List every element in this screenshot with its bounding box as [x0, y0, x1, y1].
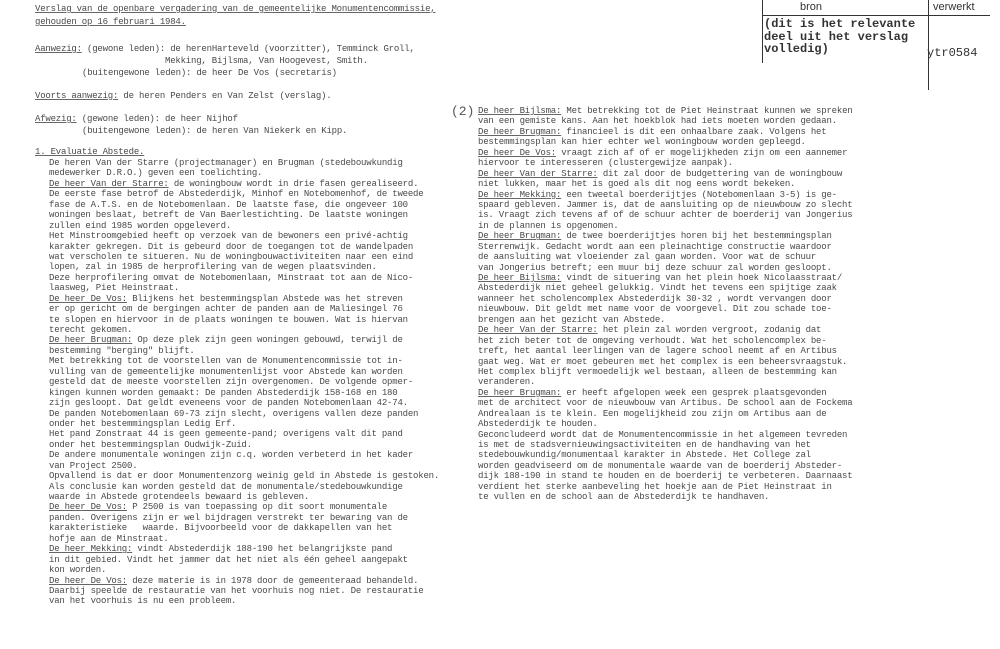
line-text: Sterrenwijk. Gedacht wordt aan een pleinachtige constructie waardoor: [478, 241, 832, 252]
also-label: Voorts aanwezig:: [35, 91, 119, 101]
line-text: vraagt zich af of er mogelijkheden zijn om een aannemer: [556, 147, 848, 158]
text-line: [49, 565, 439, 575]
line-text: financieel is dit een onhaalbare zaak. Volgens het: [561, 126, 827, 137]
text-line: [49, 461, 439, 471]
speaker-name: De heer Mekking:: [49, 544, 133, 555]
text-line: [49, 398, 439, 408]
line-text: niet lukken, maar het is goed als dit nog eens wordt bekeken.: [478, 179, 796, 190]
text-line: [478, 283, 852, 293]
text-line: [478, 190, 852, 200]
text-line: [49, 168, 439, 178]
text-line: [49, 283, 439, 293]
text-line: [478, 210, 852, 220]
line-text: zijn gesloopt. Dat geldt eveneens voor de panden Notebomenlaan 42-74.: [49, 398, 408, 409]
speaker-name: De heer Bijlsma:: [478, 106, 562, 116]
text-line: [478, 242, 852, 252]
text-line: [478, 169, 852, 179]
line-text: veranderen.: [478, 377, 536, 388]
line-text: van Jongerius betreft; een muur bij deze schuur zal worden gesloopt.: [478, 262, 832, 273]
text-line: [478, 231, 852, 241]
line-text: medewerker D.R.O.) geven een toelichting.: [49, 168, 263, 179]
line-text: Geconcludeerd wordt dat de Monumentencommissie in het algemeen tevreden: [478, 429, 848, 440]
text-line: [478, 471, 852, 481]
text-line: [478, 430, 852, 440]
text-line: [49, 367, 439, 377]
line-text: bestemming "berging" blijft.: [49, 345, 195, 356]
line-text: er op gericht om de bergingen achter de panden aan de Maliesingel 76: [49, 304, 403, 315]
text-line: [478, 409, 852, 419]
stamp-header-bron: bron: [800, 1, 823, 13]
page-marker: (2): [451, 104, 475, 119]
also-text: de heren Penders en Van Zelst (verslag).: [118, 91, 332, 101]
line-text: kon worden.: [49, 565, 107, 576]
text-line: [478, 461, 852, 471]
speaker-name: De heer Brugman:: [49, 335, 133, 346]
line-text: nieuwbouw. Dit geldt met name voor de voorgevel. Dit zou schade toe-: [478, 304, 832, 315]
line-text: worden geadviseerd om de monumentale waarde van de boerderij Absteder-: [478, 460, 843, 471]
text-line: [49, 335, 439, 345]
line-text: met de architect voor de nieuwbouw van Artibus. De school aan de Fockema: [478, 398, 853, 409]
text-line: [478, 273, 852, 283]
title-line: Verslag van de openbare vergadering van de gemeentelijke Monumentencommissie,: [35, 4, 436, 14]
line-text: wat verscholen te situeren. Nu de woningbouwactiviteiten naar een eind: [49, 251, 414, 262]
line-text: te slopen en hiervoor in de plaats woningen te bouwen. Wat is hiervan: [49, 314, 408, 325]
line-text: gesteld dat de meeste voorstellen zijn overgenomen. De volgende opmer-: [49, 377, 414, 388]
text-line: [49, 482, 439, 492]
stamp-divider: [928, 0, 929, 90]
text-line: [478, 398, 852, 408]
text-line: [49, 429, 439, 439]
stamp-divider: [762, 15, 990, 16]
line-text: vulling van de gemeentelijke monumentenlijst voor Abstede kan worden: [49, 366, 403, 377]
line-text: De heren Van der Starre (projectmanager) en Brugman (stedebouwkundig: [49, 158, 403, 168]
text-line: [478, 106, 852, 116]
text-line: [478, 346, 852, 356]
text-line: [49, 189, 439, 199]
text-line: [49, 450, 439, 460]
text-line: [478, 377, 852, 387]
line-text: stedebouwkundig/monumentaal karakter in Abstede. Het College zal: [478, 450, 811, 461]
text-line: [478, 127, 852, 137]
line-text: dit zal door de budgettering van de woningbouw: [597, 168, 843, 179]
text-line: [49, 388, 439, 398]
text-line: [478, 116, 852, 126]
line-text: terecht gekomen.: [49, 325, 133, 335]
line-text: Abstederdijk te houden.: [478, 419, 598, 430]
line-text: van Project 2500.: [49, 460, 138, 471]
text-line: [49, 315, 439, 325]
line-text: hofje aan de Minstraat.: [49, 533, 169, 544]
line-text: in dit gebied. Vindt het jammer dat het niet als één geheel aangepakt: [49, 554, 408, 565]
text-line: [478, 367, 852, 377]
line-text: Het Minstroomgebied heeft op verzoek van de bewoners een privé-achtig: [49, 231, 408, 242]
attendance-also: [35, 91, 331, 101]
line-text: het plein zal worden vergroot, zodanig dat: [597, 325, 822, 336]
speaker-name: De heer Brugman:: [478, 126, 562, 137]
text-line: [478, 148, 852, 158]
line-text: Als conclusie kan worden gesteld dat de monumentale/stedebouwkundige: [49, 481, 403, 492]
line-text: bestemmingsplan kan hier echter wel woningbouw worden gepleegd.: [478, 137, 806, 148]
line-text: Deze herprofilering omvat de Notebomenlaan, Minstraat tot aan de Nico-: [49, 272, 414, 283]
text-line: [478, 137, 852, 147]
text-line: [478, 336, 852, 346]
line-text: Met betrekking tot de Piet Heinstraat kunnen we spreken: [561, 106, 853, 116]
stamp-divider: [762, 0, 763, 63]
line-text: gaat weg. Wat er moet gebeuren met het complex is een beheersvraagstuk.: [478, 356, 848, 367]
absent-text: (gewone leden): de heer Nijhof: [76, 114, 238, 124]
stamp-note: (dit is het relevante deel uit het verslag volledig): [764, 17, 916, 56]
stamp-reference: ytr0584: [927, 46, 978, 60]
text-line: [49, 544, 439, 554]
line-text: De andere monumentale woningen zijn c.q. worden verbeterd in het kader: [49, 450, 414, 461]
line-text: wanneer het scholencomplex Abstederdijk 30-32 , wordt vervangen door: [478, 293, 832, 304]
line-text: lopen, zal in 1985 de herprofilering van de wegen plaatsvinden.: [49, 262, 377, 273]
line-text: kingen kunnen worden gemaakt: De panden Abstederdijk 158-168 en 180: [49, 387, 398, 398]
line-text: De panden Notebomenlaan 69-73 zijn slecht, overigens vallen deze panden: [49, 408, 419, 419]
text-line: [49, 471, 439, 481]
text-line: [49, 409, 439, 419]
speaker-name: De heer De Vos:: [49, 293, 128, 304]
line-text: Blijkens het bestemmingsplan Abstede was het streven: [127, 293, 403, 304]
text-line: [49, 596, 439, 606]
attendance-absent: [35, 113, 347, 137]
text-line: [49, 179, 439, 189]
line-text: onder het bestemmingsplan Oudwijk-Zuid.: [49, 439, 252, 450]
line-text: is. Vraagt zich tevens af of de schuur achter de boerderij van Jongerius: [478, 210, 853, 221]
text-line: [49, 325, 439, 335]
text-line: [478, 200, 852, 210]
line-text: deze materie is in 1978 door de gemeenteraad behandeld.: [127, 575, 419, 586]
line-text: verdient het sterke aanbeveling het hoekje aan de Piet Heinstraat in: [478, 481, 832, 492]
line-text: spaard gebleven. Jammer is, dat de aansluiting op de nieuwbouw zo slecht: [478, 199, 853, 210]
speaker-name: De heer De Vos:: [478, 147, 557, 158]
text-line: [478, 294, 852, 304]
line-text: van het voorhuis is nu een probleem.: [49, 596, 237, 607]
line-text: een tweetal boerderijtjes (Notebomenlaan 3-5) is ge-: [561, 189, 837, 200]
text-line: [478, 492, 852, 502]
line-text: de twee boerderijtjes horen bij het bestemmingsplan: [561, 231, 832, 242]
line-text: De eerste fase betrof de Abstederdijk, Minhof en Notebomenhof, de tweede: [49, 189, 424, 200]
absent-label: Afwezig:: [35, 114, 77, 124]
speaker-name: De heer Bijlsma:: [478, 273, 562, 283]
text-line: [49, 586, 439, 596]
text-line: [49, 273, 439, 283]
text-line: [49, 576, 439, 586]
left-column-body: [49, 158, 439, 607]
text-line: [478, 388, 852, 398]
text-line: [49, 534, 439, 544]
line-text: waarde in Abstede grotendeels bewaard is gebleven.: [49, 492, 310, 502]
text-line: [49, 294, 439, 304]
line-text: karakter gekregen. Dit is gebeurd door de toegangen tot de wandelpaden: [49, 241, 414, 252]
text-line: [49, 502, 439, 512]
text-line: [49, 231, 439, 241]
present-text: (gewone leden): de herenHarteveld (voorzitter), Temminck Groll,: [81, 44, 415, 54]
right-column-body: [478, 106, 852, 503]
absent-text: (buitengewone leden): de heren Van Niekerk en Kipp.: [82, 126, 348, 136]
text-line: [49, 356, 439, 366]
text-line: [478, 263, 852, 273]
text-line: [478, 304, 852, 314]
text-line: [49, 210, 439, 220]
text-line: [478, 440, 852, 450]
text-line: [478, 482, 852, 492]
line-text: brengen aan het gezicht van Abstede.: [478, 314, 666, 325]
line-text: Het pand Zonstraat 44 is geen gemeente-pand; overigens valt dit pand: [49, 429, 403, 440]
text-line: [49, 513, 439, 523]
line-text: laasweg, Piet Heinstraat.: [49, 283, 180, 294]
speaker-name: De heer Van der Starre:: [478, 168, 598, 179]
line-text: dijk 188-190 in stand te houden en de boerderij te verbeteren. Daarnaast: [478, 471, 853, 482]
attendance-present: [35, 43, 415, 79]
line-text: zullen eind 1985 worden opgeleverd.: [49, 220, 232, 231]
line-text: hiervoor te interesseren (clustergewijze aanpak).: [478, 158, 733, 169]
line-text: de aansluiting wat vloeiender zal gaan worden. Voor wat de schuur: [478, 252, 817, 263]
line-text: Het complex blijft vermoedelijk wel bestaan, alleen de bestemming kan: [478, 366, 837, 377]
line-text: P 2500 is van toepassing op dit soort monumentale: [127, 502, 388, 513]
section-heading: 1. Evaluatie Abstede.: [35, 147, 145, 157]
text-line: [478, 221, 852, 231]
text-line: [49, 377, 439, 387]
line-text: van een gemiste kans. Aan het hoekblok had iets moeten worden gedaan.: [478, 116, 837, 127]
text-line: [49, 555, 439, 565]
line-text: vindt Abstederdijk 188-190 het belangrijkste pand: [132, 544, 393, 555]
line-text: er heeft afgelopen week een gesprek plaatsgevonden: [561, 387, 827, 398]
line-text: woningen beslaat, betreft de Van Baerlestichting. De laatste woningen: [49, 210, 408, 221]
text-line: [478, 158, 852, 168]
text-line: [49, 523, 439, 533]
speaker-name: De heer Mekking:: [478, 189, 562, 200]
text-line: [478, 315, 852, 325]
speaker-name: De heer De Vos:: [49, 575, 128, 586]
text-line: [49, 346, 439, 356]
text-line: [49, 419, 439, 429]
line-text: vindt de situering van het plein hoek Nicolaasstraat/: [561, 273, 843, 283]
line-text: is met de stadsvernieuwingsactiviteiten en de handhaving van het: [478, 440, 811, 450]
present-text: Mekking, Bijlsma, Van Hoogevest, Smith.: [165, 56, 368, 66]
text-line: [478, 419, 852, 429]
line-text: de woningbouw wordt in drie fasen gerealiseerd.: [168, 178, 419, 189]
line-text: Op deze plek zijn geen woningen gebouwd, terwijl de: [132, 335, 403, 346]
text-line: [49, 304, 439, 314]
text-line: [478, 252, 852, 262]
text-line: [49, 200, 439, 210]
stamp-header-verwerkt: verwerkt: [933, 1, 975, 13]
line-text: Opvallend is dat er door Monumentenzorg weinig geld in Abstede is gestoken.: [49, 471, 440, 482]
line-text: Abstederdijk niet geheel gelukkig. Vindt het tevens een spijtige zaak: [478, 283, 837, 294]
present-label: Aanwezig:: [35, 44, 82, 54]
line-text: panden. Overigens zijn er wel bijdragen verstrekt ter bewaring van de: [49, 512, 408, 523]
document-title: [35, 3, 435, 29]
line-text: treft, het aantal leerlingen van de lagere school neemt af en Artibus: [478, 346, 837, 357]
line-text: in de plannen is opgenomen.: [478, 220, 619, 231]
text-line: [49, 262, 439, 272]
text-line: [49, 158, 439, 168]
line-text: Met betrekking tot de voorstellen van de Monumentencommissie tot in-: [49, 356, 403, 367]
line-text: het zich beter tot de omgeving verhoudt. Wat het scholencomplex be-: [478, 335, 827, 346]
text-line: [478, 179, 852, 189]
speaker-name: De heer Van der Starre:: [478, 325, 598, 336]
text-line: [49, 242, 439, 252]
speaker-name: De heer Brugman:: [478, 387, 562, 398]
line-text: Andrealaan is te klein. Een mogelijkheid zou zijn om Artibus aan de: [478, 408, 827, 419]
text-line: [478, 325, 852, 335]
speaker-name: De heer De Vos:: [49, 502, 128, 513]
text-line: [478, 450, 852, 460]
text-line: [49, 221, 439, 231]
line-text: onder het bestemmingsplan Ledig Erf.: [49, 418, 237, 429]
text-line: [49, 252, 439, 262]
text-line: [49, 492, 439, 502]
line-text: te vullen en de school aan de Abstederdijk te handhaven.: [478, 492, 770, 503]
title-line: gehouden op 16 februari 1984.: [35, 17, 186, 27]
present-text: (buitengewone leden): de heer De Vos (secretaris): [82, 68, 337, 78]
text-line: [478, 357, 852, 367]
line-text: Daarbij speelde de restauratie van het voorhuis nog niet. De restauratie: [49, 585, 424, 596]
text-line: [49, 440, 439, 450]
speaker-name: De heer Van der Starre:: [49, 178, 169, 189]
line-text: karakteristieke waarde. Bijvoorbeeld voor de dakkapellen van het: [49, 523, 393, 534]
line-text: fase de A.T.S. en de Notebomenlaan. De laatste fase, die ongeveer 100: [49, 199, 408, 210]
speaker-name: De heer Brugman:: [478, 231, 562, 242]
